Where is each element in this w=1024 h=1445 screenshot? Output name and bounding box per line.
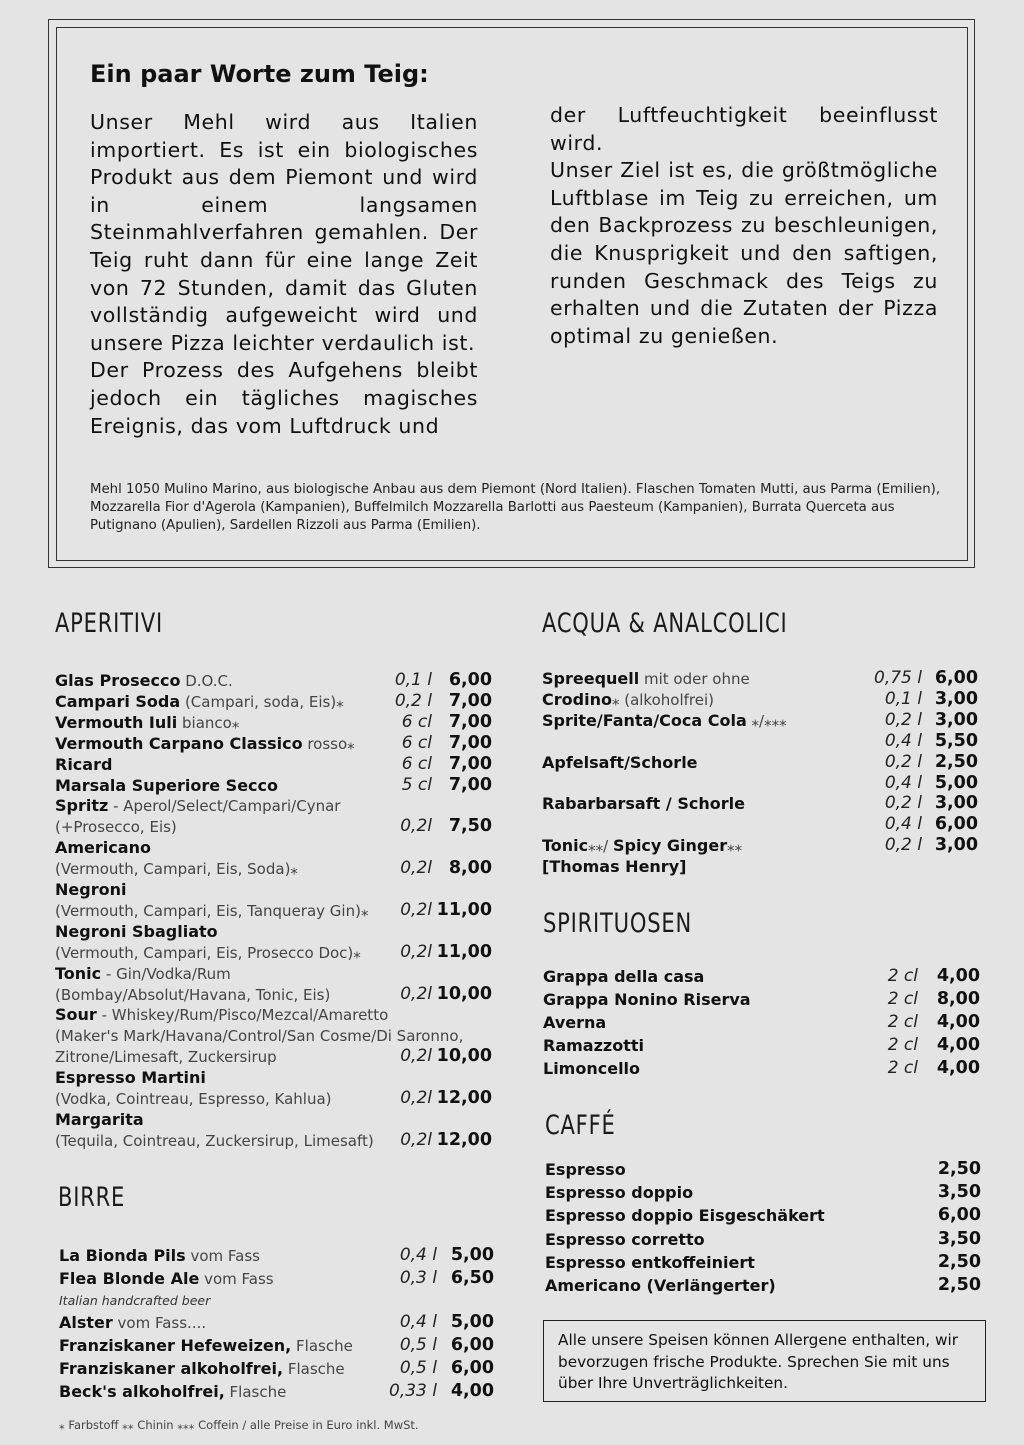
item-name: Spreequell bbox=[542, 669, 640, 688]
birre-note: Italian handcrafted beer bbox=[59, 1293, 211, 1308]
item-desc: (Vermouth, Campari, Eis, Soda)⁎ bbox=[55, 860, 298, 879]
aperitivi-row bbox=[55, 1025, 463, 1046]
aperitivi-row bbox=[55, 1004, 388, 1025]
aperitivi-row bbox=[55, 1130, 374, 1151]
acqua-row bbox=[542, 856, 686, 877]
item-volume: 0,2l bbox=[400, 941, 432, 962]
caffe-row bbox=[545, 1275, 776, 1296]
item-name: Beck's alkoholfrei, bbox=[59, 1382, 225, 1401]
item-desc: ⁎⁎/ bbox=[588, 837, 613, 856]
item-volume: 0,4 l bbox=[399, 1245, 437, 1265]
item-price: 8,00 bbox=[936, 989, 980, 1009]
item-price: 6,00 bbox=[448, 670, 492, 690]
aperitivi-row bbox=[55, 1109, 144, 1130]
item-volume: 0,2l bbox=[400, 1088, 432, 1108]
spirituosen-title: SPIRITUOSEN bbox=[543, 908, 692, 939]
item-price: 2,50 bbox=[937, 1159, 981, 1179]
intro-title: Ein paar Worte zum Teig: bbox=[90, 60, 429, 88]
item-desc: (Maker's Mark/Havana/Control/San Cosme/Di Saronno, bbox=[55, 1027, 464, 1046]
acqua-row bbox=[542, 689, 714, 710]
item-name: Grappa Nonino Riserva bbox=[543, 990, 751, 1009]
aperitivi-row bbox=[55, 1088, 332, 1109]
item-volume: 0,4 l bbox=[884, 814, 922, 835]
item-name: Franziskaner Hefeweizen, bbox=[59, 1336, 292, 1355]
aperitivi-row bbox=[55, 921, 218, 942]
caffe-row bbox=[545, 1205, 825, 1226]
item-desc: vom Fass bbox=[199, 1270, 274, 1288]
item-price: 2,50 bbox=[934, 751, 978, 772]
item-price: 6,00 bbox=[450, 1335, 494, 1355]
item-volume: 0,75 l bbox=[874, 668, 922, 688]
item-price: 7,00 bbox=[448, 711, 492, 732]
item-price: 6,00 bbox=[937, 1205, 981, 1226]
item-volume: 0,4 l bbox=[399, 1312, 437, 1332]
item-price: 10,00 bbox=[436, 1046, 492, 1067]
aperitivi-row bbox=[55, 670, 233, 691]
item-volume: 0,2 l bbox=[394, 690, 432, 711]
item-price: 5,50 bbox=[934, 730, 978, 751]
item-name: Sour bbox=[55, 1005, 97, 1025]
item-name: Spicy Ginger bbox=[612, 836, 728, 856]
item-volume: 6 cl bbox=[401, 711, 432, 732]
aperitivi-row bbox=[55, 1046, 277, 1067]
acqua-row bbox=[542, 710, 787, 731]
spirituosen-row bbox=[543, 1058, 640, 1079]
item-price: 6,00 bbox=[934, 814, 978, 835]
spirituosen-row bbox=[543, 989, 751, 1010]
item-name: Glas Prosecco bbox=[55, 671, 181, 690]
item-name: Americano (Verlängerter) bbox=[545, 1276, 776, 1295]
item-price: 10,00 bbox=[436, 983, 492, 1004]
spirituosen-row bbox=[543, 966, 704, 987]
spirituosen-row bbox=[543, 1035, 644, 1056]
caffe-row bbox=[545, 1229, 705, 1250]
acqua-title: ACQUA & ANALCOLICI bbox=[542, 608, 788, 639]
item-volume: 0,2l bbox=[400, 858, 432, 879]
item-price: 6,00 bbox=[934, 668, 978, 688]
item-price: 2,50 bbox=[937, 1251, 981, 1272]
item-name: La Bionda Pils bbox=[59, 1246, 186, 1265]
item-name: Espresso entkoffeiniert bbox=[545, 1252, 755, 1272]
item-volume: 0,5 l bbox=[399, 1358, 437, 1378]
aperitivi-row bbox=[55, 712, 239, 733]
item-price: 7,00 bbox=[448, 774, 492, 795]
item-price: 5,00 bbox=[450, 1245, 494, 1265]
aperitivi-row bbox=[55, 858, 298, 879]
item-price: 5,00 bbox=[934, 772, 978, 793]
item-desc: vom Fass.... bbox=[112, 1314, 207, 1332]
birre-title: BIRRE bbox=[58, 1182, 126, 1213]
item-desc: (Vermouth, Campari, Eis, Prosecco Doc)⁎ bbox=[55, 943, 361, 962]
birre-row bbox=[59, 1268, 274, 1289]
aperitivi-row bbox=[55, 879, 126, 900]
item-name: Espresso doppio bbox=[545, 1183, 694, 1203]
item-price: 7,00 bbox=[448, 690, 492, 711]
birre-row bbox=[59, 1358, 345, 1379]
item-name: Ricard bbox=[55, 754, 113, 774]
item-volume: 0,2l bbox=[400, 1046, 432, 1067]
item-name: Ramazzotti bbox=[543, 1036, 644, 1055]
item-name: Espresso bbox=[545, 1160, 626, 1179]
caffe-row bbox=[545, 1252, 755, 1273]
aperitivi-row bbox=[55, 691, 344, 712]
item-name: Tonic bbox=[542, 836, 589, 856]
caffe-row bbox=[545, 1159, 626, 1180]
item-volume: 0,2 l bbox=[884, 793, 922, 814]
item-name: Flea Blonde Ale bbox=[59, 1269, 200, 1288]
item-desc: - Gin/Vodka/Rum bbox=[101, 964, 231, 983]
aperitivi-row bbox=[55, 900, 368, 921]
item-price: 2,50 bbox=[937, 1275, 981, 1295]
item-name: Espresso Martini bbox=[55, 1068, 206, 1088]
item-name: Limoncello bbox=[543, 1059, 641, 1078]
item-name: Margarita bbox=[55, 1109, 144, 1129]
intro-right-text: der Luftfeuchtigkeit beeinflusst wird. Unser Ziel ist es, die größtmögliche Luftblase im Teig zu erreichen, um den Backprozess zu beschleunigen, die Knusprigkeit und den saftigen, runden Geschmack des Teigs zu erhalten und die Zutaten der Pizza optimal zu genießen. bbox=[550, 103, 938, 348]
aperitivi-row bbox=[55, 733, 355, 754]
aperitivi-row bbox=[55, 984, 330, 1005]
item-price: 3,00 bbox=[934, 835, 978, 856]
item-desc: (Bombay/Absolut/Havana, Tonic, Eis) bbox=[55, 985, 331, 1004]
item-desc: D.O.C. bbox=[180, 672, 233, 690]
acqua-row bbox=[542, 793, 745, 814]
item-desc: (Vodka, Cointreau, Espresso, Kahlua) bbox=[55, 1090, 332, 1108]
item-price: 5,00 bbox=[450, 1312, 494, 1332]
item-desc: vom Fass bbox=[185, 1247, 260, 1265]
item-volume: 2 cl bbox=[887, 989, 918, 1009]
item-name: Campari Soda bbox=[55, 691, 181, 711]
item-volume: 0,2 l bbox=[884, 709, 922, 730]
item-price: 12,00 bbox=[436, 1129, 492, 1150]
item-desc: ⁎⁎ bbox=[727, 837, 743, 856]
acqua-row bbox=[542, 752, 698, 773]
item-name: Alster bbox=[59, 1313, 113, 1332]
item-volume: 0,2l bbox=[400, 899, 432, 920]
item-price: 4,00 bbox=[936, 1012, 980, 1032]
birre-row bbox=[59, 1335, 353, 1356]
intro-left-text: Unser Mehl wird aus Italien importiert. Es ist ein biologisches Produkt aus dem Piemont und wird in einem langsamen Steinmahlverfahren gemahlen. Der Teig ruht dann für eine lange Zeit von 72 Stunden, damit das Gluten vollständig aufgeweicht wird und unsere Pizza leichter verdaulich ist. Der Prozess des Aufgehens bleibt jedoch ein tägliches magisches Ereignis, das vom Luftdruck und bbox=[90, 110, 478, 438]
item-volume: 0,2l bbox=[400, 1129, 432, 1150]
item-volume: 6 cl bbox=[401, 753, 432, 774]
item-price: 3,50 bbox=[937, 1228, 981, 1249]
item-volume: 0,2 l bbox=[884, 751, 922, 772]
item-name: Negroni Sbagliato bbox=[55, 921, 218, 941]
item-price: 11,00 bbox=[436, 899, 492, 920]
item-desc: Flasche bbox=[291, 1337, 353, 1355]
item-price: 3,00 bbox=[934, 709, 978, 730]
item-desc: rosso⁎ bbox=[302, 734, 355, 753]
item-desc: Flasche bbox=[224, 1383, 287, 1401]
birre-row bbox=[59, 1312, 206, 1333]
item-volume: 5 cl bbox=[401, 774, 432, 795]
item-desc: - Aperol/Select/Campari/Cynar bbox=[108, 797, 341, 816]
item-name: Averna bbox=[543, 1013, 607, 1032]
item-desc: ⁎/⁎⁎⁎ bbox=[746, 711, 787, 730]
item-desc: Zitrone/Limesaft, Zuckersirup bbox=[55, 1048, 277, 1067]
item-name: Vermouth Carpano Classico bbox=[55, 733, 303, 753]
item-desc: ⁎ (alkoholfrei) bbox=[611, 690, 714, 709]
item-price: 12,00 bbox=[436, 1088, 492, 1108]
item-volume: 2 cl bbox=[887, 966, 918, 986]
item-name: [Thomas Henry] bbox=[542, 857, 687, 877]
aperitivi-row bbox=[55, 775, 278, 796]
item-name: Sprite/Fanta/Coca Cola bbox=[542, 710, 747, 730]
item-price: 4,00 bbox=[936, 966, 980, 986]
item-desc: Flasche bbox=[283, 1360, 345, 1378]
item-price: 7,00 bbox=[448, 732, 492, 753]
aperitivi-row bbox=[55, 816, 177, 837]
item-name: Franziskaner alkoholfrei, bbox=[59, 1359, 284, 1378]
item-price: 4,00 bbox=[936, 1035, 980, 1055]
acqua-row bbox=[542, 668, 750, 689]
item-name: Vermouth Iuli bbox=[55, 712, 178, 732]
aperitivi-row bbox=[55, 942, 361, 963]
item-volume: 2 cl bbox=[887, 1058, 918, 1078]
item-volume: 0,4 l bbox=[884, 730, 922, 751]
footer-legend: ⁎ Farbstoff ⁎⁎ Chinin ⁎⁎⁎ Coffein / alle Preise in Euro inkl. MwSt. bbox=[59, 1418, 419, 1432]
item-volume: 0,2l bbox=[400, 983, 432, 1004]
item-price: 3,00 bbox=[934, 688, 978, 709]
birre-row bbox=[59, 1381, 286, 1402]
item-name: Grappa della casa bbox=[543, 967, 705, 986]
intro-footnote: Mehl 1050 Mulino Marino, aus biologische Anbau aus dem Piemont (Nord Italien). Flaschen Tomaten Mutti, aus Parma (Emilien), Mozzarella Fior d'Agerola (Kampanien), Buffelmilch Mozzarella Barlotti aus Paesteum (Kampanien), Burrata Querceta aus Putignano (Apulien), Sardellen Rizzoli aus Parma (Emilien). bbox=[90, 482, 941, 533]
item-desc: (+Prosecco, Eis) bbox=[55, 818, 177, 837]
item-volume: 0,33 l bbox=[389, 1381, 437, 1401]
spirituosen-row bbox=[543, 1012, 606, 1033]
item-name: Spritz bbox=[55, 796, 109, 816]
item-desc: bianco⁎ bbox=[177, 713, 240, 732]
item-desc: mit oder ohne bbox=[639, 670, 750, 688]
item-desc: (Campari, soda, Eis)⁎ bbox=[180, 692, 344, 711]
item-name: Negroni bbox=[55, 880, 127, 899]
caffe-title: CAFFÉ bbox=[545, 1110, 616, 1141]
item-name: Apfelsaft/Schorle bbox=[542, 752, 698, 772]
aperitivi-row bbox=[55, 837, 151, 858]
item-volume: 0,3 l bbox=[399, 1268, 437, 1288]
item-price: 3,50 bbox=[937, 1182, 981, 1203]
item-price: 11,00 bbox=[436, 941, 492, 962]
caffe-row bbox=[545, 1182, 693, 1203]
item-price: 3,00 bbox=[934, 793, 978, 814]
item-desc: (Vermouth, Campari, Eis, Tanqueray Gin)⁎ bbox=[55, 901, 369, 920]
item-price: 7,00 bbox=[448, 753, 492, 774]
item-name: Americano bbox=[55, 838, 151, 858]
aperitivi-title: APERITIVI bbox=[55, 608, 163, 639]
item-volume: 6 cl bbox=[401, 732, 432, 753]
aperitivi-row bbox=[55, 754, 112, 775]
acqua-row bbox=[542, 835, 742, 856]
item-volume: 0,2l bbox=[400, 816, 432, 837]
item-price: 7,50 bbox=[448, 816, 492, 837]
birre-row bbox=[59, 1245, 260, 1266]
item-volume: 2 cl bbox=[887, 1035, 918, 1055]
item-volume: 2 cl bbox=[887, 1012, 918, 1032]
aperitivi-row bbox=[55, 1067, 206, 1088]
item-price: 4,00 bbox=[450, 1381, 494, 1401]
item-name: Marsala Superiore Secco bbox=[55, 775, 279, 795]
allergen-notice: Alle unsere Speisen können Allergene enthalten, wir bevorzugen frische Produkte. Sprechen Sie mit uns über Ihre Unverträglichkeiten. bbox=[543, 1320, 986, 1402]
item-name: Rabarbarsaft / Schorle bbox=[542, 794, 745, 814]
item-price: 6,00 bbox=[450, 1358, 494, 1378]
item-volume: 0,1 l bbox=[884, 688, 922, 709]
item-name: Tonic bbox=[55, 963, 102, 983]
item-volume: 0,1 l bbox=[394, 670, 432, 690]
item-volume: 0,2 l bbox=[884, 835, 922, 856]
item-volume: 0,5 l bbox=[399, 1335, 437, 1355]
item-price: 6,50 bbox=[450, 1268, 494, 1288]
aperitivi-row bbox=[55, 795, 340, 816]
item-price: 8,00 bbox=[448, 858, 492, 879]
item-name: Crodino bbox=[542, 689, 612, 709]
item-volume: 0,4 l bbox=[884, 772, 922, 793]
item-name: Espresso doppio Eisgeschäkert bbox=[545, 1206, 825, 1226]
aperitivi-row bbox=[55, 963, 231, 984]
item-price: 4,00 bbox=[936, 1058, 980, 1078]
item-name: Espresso corretto bbox=[545, 1229, 705, 1249]
item-desc: - Whiskey/Rum/Pisco/Mezcal/Amaretto bbox=[96, 1006, 389, 1025]
item-desc: (Tequila, Cointreau, Zuckersirup, Limesaft) bbox=[55, 1131, 374, 1150]
